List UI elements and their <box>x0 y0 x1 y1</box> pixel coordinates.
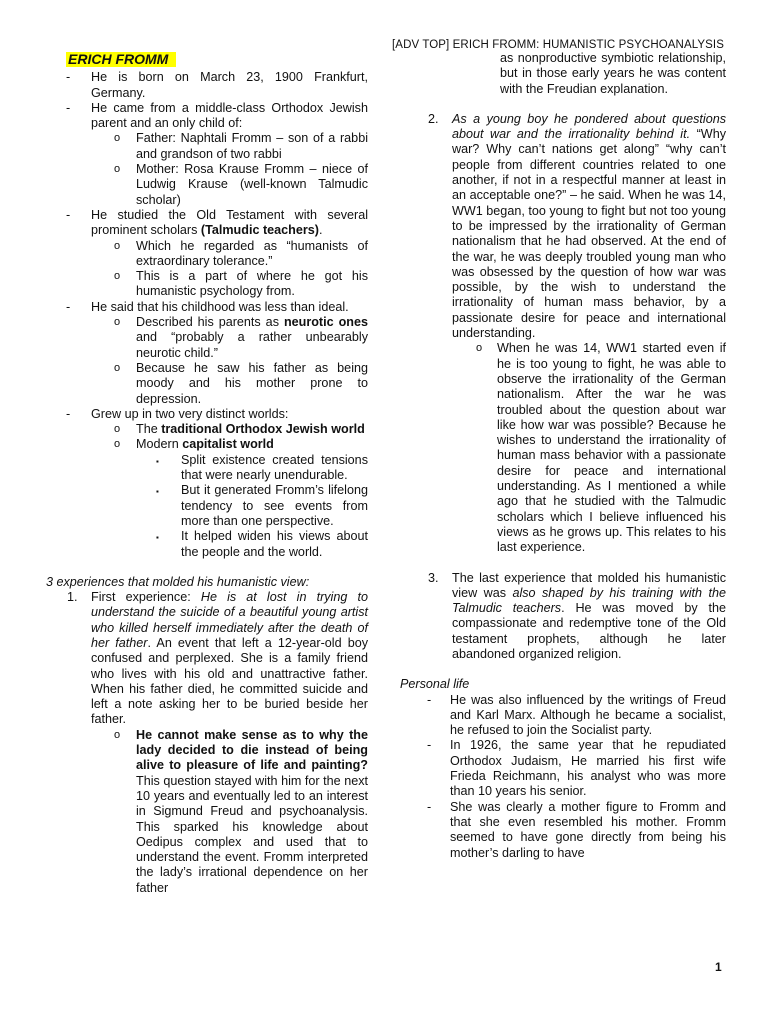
list-item <box>400 693 726 739</box>
last-exp-text: The last experience that molded his humanistic view was <box>452 570 726 600</box>
childhood-text: He said that his childhood was less than ideal. <box>91 299 349 314</box>
numbered-item <box>400 112 726 341</box>
marriage-text: In 1926, the same year that he repudiated Orthodox Judaism, He married his first wife Frieda Reichmann, his analyst who was more than 10 years his senior. <box>450 738 726 799</box>
number-marker: 2. <box>428 111 439 126</box>
list-item <box>36 300 368 315</box>
list-item <box>36 269 368 300</box>
list-item <box>36 239 368 270</box>
dash-marker: - <box>427 799 432 814</box>
continued-text: as nonproductive symbiotic relationship, but in those early years he was content with the Freudian explanation. <box>500 51 726 96</box>
circle-bullet-icon: o <box>476 342 483 355</box>
parents-end: and “probably a rather unbearably neurotic child.” <box>136 330 368 360</box>
page-number: 1 <box>715 960 722 974</box>
family-text: He came from a middle-class Orthodox Jewish parent and an only child of: <box>91 100 368 131</box>
list-item <box>400 341 726 555</box>
list-item <box>36 315 368 361</box>
birth-text: He is born on March 23, 1900 Frankfurt, Germany. <box>91 70 368 100</box>
number-marker: 1. <box>67 590 78 605</box>
war-italic: As a young boy he pondered about questions about war and the irrationality behind it. <box>452 111 726 142</box>
capitalist-bold: capitalist world <box>182 437 274 452</box>
list-item <box>400 738 726 799</box>
parents-text: Described his parents as <box>136 315 284 330</box>
list-item <box>36 407 368 422</box>
document-title: ERICH FROMM <box>66 52 176 67</box>
dash-marker: - <box>66 406 71 421</box>
list-item <box>36 453 368 484</box>
list-item <box>36 437 368 452</box>
list-item <box>36 131 368 162</box>
list-item <box>36 101 368 132</box>
circle-bullet-icon: o <box>114 438 121 451</box>
freud-marx-text: He was also influenced by the writings of Freud and Karl Marx. Although he became a socialist, he refused to join the Socialist party. <box>450 692 726 738</box>
question-bold: He cannot make sense as to why the lady decided to die instead of being alive to pleasure of life and painting? <box>136 727 368 773</box>
circle-bullet-icon: o <box>114 728 121 741</box>
parents-bold: neurotic ones <box>283 315 368 330</box>
split-text: Split existence created tensions that were nearly unendurable. <box>181 452 368 483</box>
square-bullet-icon: ▪ <box>156 456 159 466</box>
circle-bullet-icon: o <box>114 270 121 283</box>
left-column <box>36 52 368 896</box>
orthodox-bold: traditional Orthodox Jewish world <box>161 422 365 437</box>
page-header: [ADV TOP] ERICH FROMM: HUMANISTIC PSYCHOANALYSIS <box>392 39 724 51</box>
dash-marker: - <box>427 738 432 753</box>
worlds-text: Grew up in two very distinct worlds: <box>91 406 289 421</box>
dash-marker: - <box>66 100 71 115</box>
last-exp-italic: also shaped by his training with the Talmudic teachers <box>452 585 726 616</box>
war-text: “Why war? Why can’t nations get along” “why can’t people from different countries related to one another, if not in a respectful manner at least in an acceptable one?” – he said. When he was 14, WW1 began, too young to fight but not too young to be impressed by the irrationality of German nationalism that he had observed. At the end of the war, he was deeply troubled young man who was obsessed by the question of how war was possible, by the wish to understand the irrationality of human mass behavior, by a passionate desire for peace and international understanding. <box>452 127 726 341</box>
circle-bullet-icon: o <box>114 239 121 252</box>
circle-bullet-icon: o <box>114 316 121 329</box>
mother-text: Mother: Rosa Krause Fromm – niece of Ludwig Krause (well-known Talmudic scholar) <box>136 162 368 207</box>
list-item <box>36 70 368 101</box>
experience-text: . An event that left a 12-year-old boy confused and perplexed. She is a family friend who lives with his old and unattractive father. When his father died, he committed suicide and left a note asking her to be buried beside her father. <box>91 635 369 727</box>
number-marker: 3. <box>428 570 439 585</box>
views-text: It helped widen his views about the people and the world. <box>181 529 368 559</box>
humanists-text: Which he regarded as “humanists of extraordinary tolerance.” <box>136 238 368 268</box>
father-text: Father: Naphtali Fromm – son of a rabbi and grandson of two rabbi <box>136 131 368 161</box>
square-bullet-icon: ▪ <box>156 487 159 497</box>
dash-marker: - <box>66 299 71 314</box>
list-item <box>36 483 368 529</box>
numbered-item <box>36 590 368 728</box>
list-item <box>36 422 368 437</box>
section-heading: Personal life <box>400 677 470 692</box>
list-item <box>36 361 368 407</box>
perspective-text: But it generated Fromm’s lifelong tendency to see events from more than one perspective. <box>181 483 368 528</box>
circle-bullet-icon: o <box>114 361 121 374</box>
square-bullet-icon: ▪ <box>156 533 159 543</box>
last-exp-end: . He was moved by the compassionate and redemptive tone of the Old testament prophets, although he later abandoned organized religion. <box>452 601 726 661</box>
circle-bullet-icon: o <box>114 423 121 436</box>
dash-marker: - <box>66 70 71 85</box>
question-text: This question stayed with him for the next 10 years and eventually led to an interest in Sigmund Freud and psychoanalysis. This sparked his knowledge about Oedipus complex and used that to understand the event. Fromm interpreted the lady’s irrational dependence on her father <box>136 773 368 895</box>
orthodox-prefix: The <box>136 422 162 437</box>
dash-marker: - <box>427 692 432 707</box>
study-end: . <box>318 223 323 238</box>
dash-marker: - <box>66 207 71 222</box>
circle-bullet-icon: o <box>114 163 121 176</box>
section-heading: 3 experiences that molded his humanistic view: <box>46 574 310 589</box>
capitalist-prefix: Modern <box>136 437 183 452</box>
ww1-text: When he was 14, WW1 started even if he is too young to fight, he was able to observe the irrationality of the German nationalism. After the war he was troubled about the question about war like how war was possible? Because he wishes to understand the irrationality of human mass behavior with a passionate desire for peace and international understanding. As I mentioned a while ago that he studied with the Talmudic scholars which I believe influenced his views as he grows up. This relates to his last experience. <box>497 341 726 555</box>
list-item <box>36 728 368 896</box>
numbered-item <box>400 571 726 663</box>
experience-lead: First experience: <box>91 590 201 605</box>
moody-text: Because he saw his father as being moody and his mother prone to depression. <box>136 360 368 406</box>
list-item <box>400 800 726 861</box>
list-item <box>36 208 368 239</box>
humanistic-text: This is a part of where he got his humanistic psychology from. <box>136 269 368 299</box>
right-column <box>400 51 726 861</box>
study-text: He studied the Old Testament with several prominent scholars <box>91 207 368 238</box>
mother-figure-text: She was clearly a mother figure to Fromm and that she even resembled his mother. Fromm seemed to have gone directly from being his mother’s darling to have <box>450 799 726 860</box>
list-item <box>36 529 368 560</box>
list-item <box>36 162 368 208</box>
experience-italic: He is at lost in trying to understand the suicide of a beautiful young artist who killed herself immediately after the death of her father <box>91 590 368 650</box>
study-bold: (Talmudic teachers) <box>200 223 319 238</box>
circle-bullet-icon: o <box>114 132 121 145</box>
